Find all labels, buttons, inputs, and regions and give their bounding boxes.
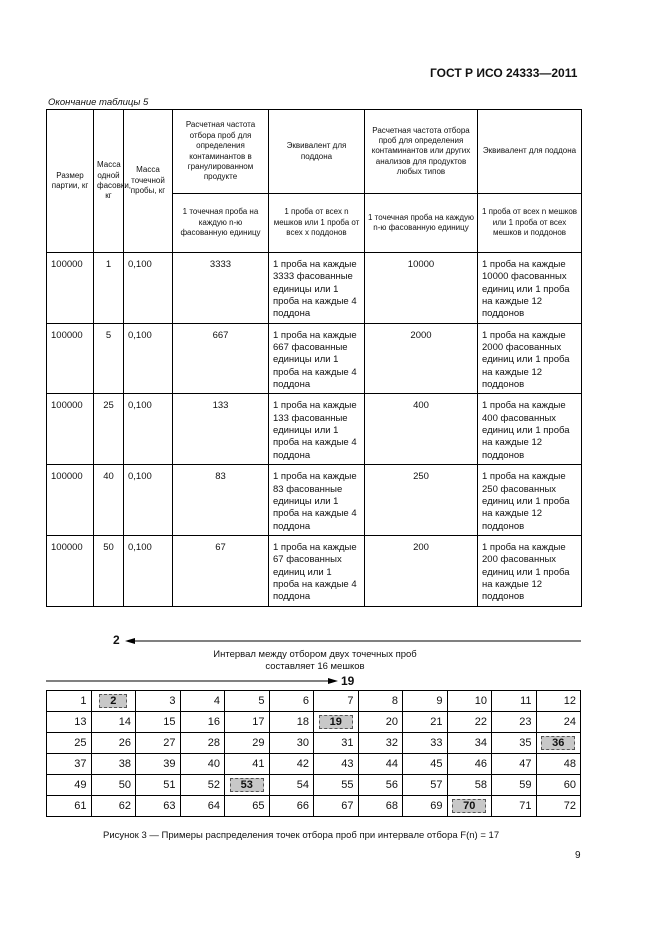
bag-cell: 47 xyxy=(492,754,537,775)
bag-cell: 23 xyxy=(492,712,537,733)
cell-eq1: 1 проба на каждые 133 фасованные единицы или 1 проба на каждые 4 поддона xyxy=(269,394,365,465)
bag-cell: 17 xyxy=(225,712,270,733)
cell-unit: 50 xyxy=(94,535,124,606)
cell-point: 0,100 xyxy=(124,253,173,324)
bag-grid xyxy=(46,690,581,817)
cell-eq1: 1 проба на каждые 667 фасованные единицы или 1 проба на каждые 4 поддона xyxy=(269,323,365,394)
bag-cell: 27 xyxy=(136,733,181,754)
bag-cell: 51 xyxy=(136,775,181,796)
bag-cell: 65 xyxy=(225,796,270,817)
bag-cell: 59 xyxy=(492,775,537,796)
bag-cell xyxy=(91,691,136,712)
bag-cell: 22 xyxy=(447,712,492,733)
cell-freq1: 667 xyxy=(173,323,269,394)
cell-lot: 100000 xyxy=(47,535,94,606)
header-point-mass: Масса точечной пробы, кг xyxy=(124,110,173,253)
cell-eq2: 1 проба на каждые 10000 фасованных единиц или 1 проба на каждые 12 поддонов xyxy=(478,253,582,324)
bag-cell: 38 xyxy=(91,754,136,775)
bag-cell: 45 xyxy=(403,754,448,775)
cell-point: 0,100 xyxy=(124,323,173,394)
bag-cell: 66 xyxy=(269,796,314,817)
bag-cell: 16 xyxy=(180,712,225,733)
sampled-bag-marker: 53 xyxy=(230,778,264,792)
header-freq-other: Расчетная частота отбора проб для определения контаминантов или других анализов для продуктов любых типов xyxy=(365,110,478,194)
subheader-4: 1 проба от всех n мешков или 1 проба от всех мешков и поддонов xyxy=(478,194,582,253)
cell-freq1: 133 xyxy=(173,394,269,465)
bag-cell: 67 xyxy=(314,796,359,817)
bag-cell: 60 xyxy=(536,775,581,796)
cell-eq1: 1 проба на каждые 67 фасованных единиц или 1 проба на каждые 4 поддона xyxy=(269,535,365,606)
bag-cell: 1 xyxy=(47,691,92,712)
subheader-2: 1 проба от всех n мешков или 1 проба от всех x поддонов xyxy=(269,194,365,253)
cell-eq2: 1 проба на каждые 2000 фасованных единиц или 1 проба на каждые 12 поддонов xyxy=(478,323,582,394)
bag-cell xyxy=(314,712,359,733)
interval-description: Интервал между отбором двух точечных проб составляет 16 мешков xyxy=(213,649,417,672)
bag-cell: 61 xyxy=(47,796,92,817)
sampling-table xyxy=(46,109,582,607)
grid-row xyxy=(47,733,581,754)
sampled-bag-marker: 2 xyxy=(99,694,127,708)
cell-freq2: 200 xyxy=(365,535,478,606)
grid-row xyxy=(47,754,581,775)
table-caption: Окончание таблицы 5 xyxy=(48,97,149,108)
cell-eq1: 1 проба на каждые 83 фасованные единицы или 1 проба на каждые 4 поддона xyxy=(269,465,365,536)
bag-cell: 37 xyxy=(47,754,92,775)
bag-cell: 9 xyxy=(403,691,448,712)
next-sample-arrow xyxy=(46,674,346,688)
header-equivalent-2: Эквивалент для поддона xyxy=(478,110,582,194)
bag-cell: 69 xyxy=(403,796,448,817)
bag-cell: 10 xyxy=(447,691,492,712)
grid-row xyxy=(47,775,581,796)
bag-cell: 42 xyxy=(269,754,314,775)
cell-eq1: 1 проба на каждые 3333 фасованные единицы или 1 проба на каждые 4 поддона xyxy=(269,253,365,324)
cell-point: 0,100 xyxy=(124,394,173,465)
bag-cell: 7 xyxy=(314,691,359,712)
bag-cell: 44 xyxy=(358,754,403,775)
table-row xyxy=(47,323,582,394)
bag-cell: 6 xyxy=(269,691,314,712)
bag-cell: 39 xyxy=(136,754,181,775)
bag-cell: 54 xyxy=(269,775,314,796)
bag-cell: 52 xyxy=(180,775,225,796)
bag-cell: 24 xyxy=(536,712,581,733)
cell-eq2: 1 проба на каждые 400 фасованных единиц или 1 проба на каждые 12 поддонов xyxy=(478,394,582,465)
header-unit-mass: Масса одной фасовки, кг xyxy=(94,110,124,253)
sampled-bag-marker: 19 xyxy=(319,715,353,729)
cell-unit: 25 xyxy=(94,394,124,465)
cell-lot: 100000 xyxy=(47,253,94,324)
bag-cell: 49 xyxy=(47,775,92,796)
bag-cell: 15 xyxy=(136,712,181,733)
bag-cell: 63 xyxy=(136,796,181,817)
cell-eq2: 1 проба на каждые 200 фасованных единиц или 1 проба на каждые 12 поддонов xyxy=(478,535,582,606)
grid-row xyxy=(47,691,581,712)
bag-cell: 50 xyxy=(91,775,136,796)
bag-cell: 72 xyxy=(536,796,581,817)
interval-arrow-left xyxy=(113,634,583,648)
bag-cell: 33 xyxy=(403,733,448,754)
cell-lot: 100000 xyxy=(47,465,94,536)
cell-unit: 1 xyxy=(94,253,124,324)
table-row xyxy=(47,253,582,324)
cell-lot: 100000 xyxy=(47,323,94,394)
header-freq-granulated: Расчетная частота отбора проб для определения контаминантов в гранулированном продукте xyxy=(173,110,269,194)
bag-cell: 56 xyxy=(358,775,403,796)
bag-cell: 3 xyxy=(136,691,181,712)
bag-cell xyxy=(225,775,270,796)
standard-header: ГОСТ Р ИСО 24333—2011 xyxy=(430,66,578,80)
bag-cell: 12 xyxy=(536,691,581,712)
cell-lot: 100000 xyxy=(47,394,94,465)
start-sample-label: 2 xyxy=(113,633,120,647)
cell-freq1: 3333 xyxy=(173,253,269,324)
bag-cell: 20 xyxy=(358,712,403,733)
bag-cell: 48 xyxy=(536,754,581,775)
cell-point: 0,100 xyxy=(124,465,173,536)
sampled-bag-marker: 70 xyxy=(452,799,486,813)
bag-cell: 25 xyxy=(47,733,92,754)
grid-row xyxy=(47,712,581,733)
bag-cell: 64 xyxy=(180,796,225,817)
bag-cell: 40 xyxy=(180,754,225,775)
bag-cell: 5 xyxy=(225,691,270,712)
bag-cell: 31 xyxy=(314,733,359,754)
bag-cell: 41 xyxy=(225,754,270,775)
bag-cell: 29 xyxy=(225,733,270,754)
cell-freq2: 250 xyxy=(365,465,478,536)
bag-cell xyxy=(536,733,581,754)
subheader-1: 1 точечная проба на каждую n-ю фасованную единицу xyxy=(173,194,269,253)
cell-freq1: 83 xyxy=(173,465,269,536)
bag-cell: 21 xyxy=(403,712,448,733)
cell-freq2: 400 xyxy=(365,394,478,465)
bag-cell: 18 xyxy=(269,712,314,733)
header-lot-size: Размер партии, кг xyxy=(47,110,94,253)
header-equivalent-1: Эквивалент для поддона xyxy=(269,110,365,194)
bag-cell: 28 xyxy=(180,733,225,754)
grid-row xyxy=(47,796,581,817)
bag-cell xyxy=(447,796,492,817)
cell-point: 0,100 xyxy=(124,535,173,606)
cell-freq2: 2000 xyxy=(365,323,478,394)
sampled-bag-marker: 36 xyxy=(541,736,575,750)
bag-cell: 8 xyxy=(358,691,403,712)
bag-cell: 57 xyxy=(403,775,448,796)
figure-caption: Рисунок 3 — Примеры распределения точек отбора проб при интервале отбора F(n) = 17 xyxy=(103,830,500,841)
cell-freq2: 10000 xyxy=(365,253,478,324)
page-number: 9 xyxy=(575,850,581,861)
table-row xyxy=(47,465,582,536)
bag-cell: 46 xyxy=(447,754,492,775)
bag-cell: 34 xyxy=(447,733,492,754)
bag-cell: 35 xyxy=(492,733,537,754)
bag-cell: 30 xyxy=(269,733,314,754)
cell-eq2: 1 проба на каждые 250 фасованных единиц или 1 проба на каждые 12 поддонов xyxy=(478,465,582,536)
bag-cell: 26 xyxy=(91,733,136,754)
bag-cell: 32 xyxy=(358,733,403,754)
table-row xyxy=(47,394,582,465)
bag-cell: 13 xyxy=(47,712,92,733)
bag-cell: 71 xyxy=(492,796,537,817)
cell-freq1: 67 xyxy=(173,535,269,606)
subheader-3: 1 точечная проба на каждую n-ю фасованную единицу xyxy=(365,194,478,253)
bag-cell: 55 xyxy=(314,775,359,796)
next-sample-label: 19 xyxy=(341,674,355,688)
bag-cell: 62 xyxy=(91,796,136,817)
bag-cell: 14 xyxy=(91,712,136,733)
bag-cell: 43 xyxy=(314,754,359,775)
bag-cell: 68 xyxy=(358,796,403,817)
cell-unit: 5 xyxy=(94,323,124,394)
bag-cell: 58 xyxy=(447,775,492,796)
bag-cell: 11 xyxy=(492,691,537,712)
cell-unit: 40 xyxy=(94,465,124,536)
bag-cell: 4 xyxy=(180,691,225,712)
table-row xyxy=(47,535,582,606)
